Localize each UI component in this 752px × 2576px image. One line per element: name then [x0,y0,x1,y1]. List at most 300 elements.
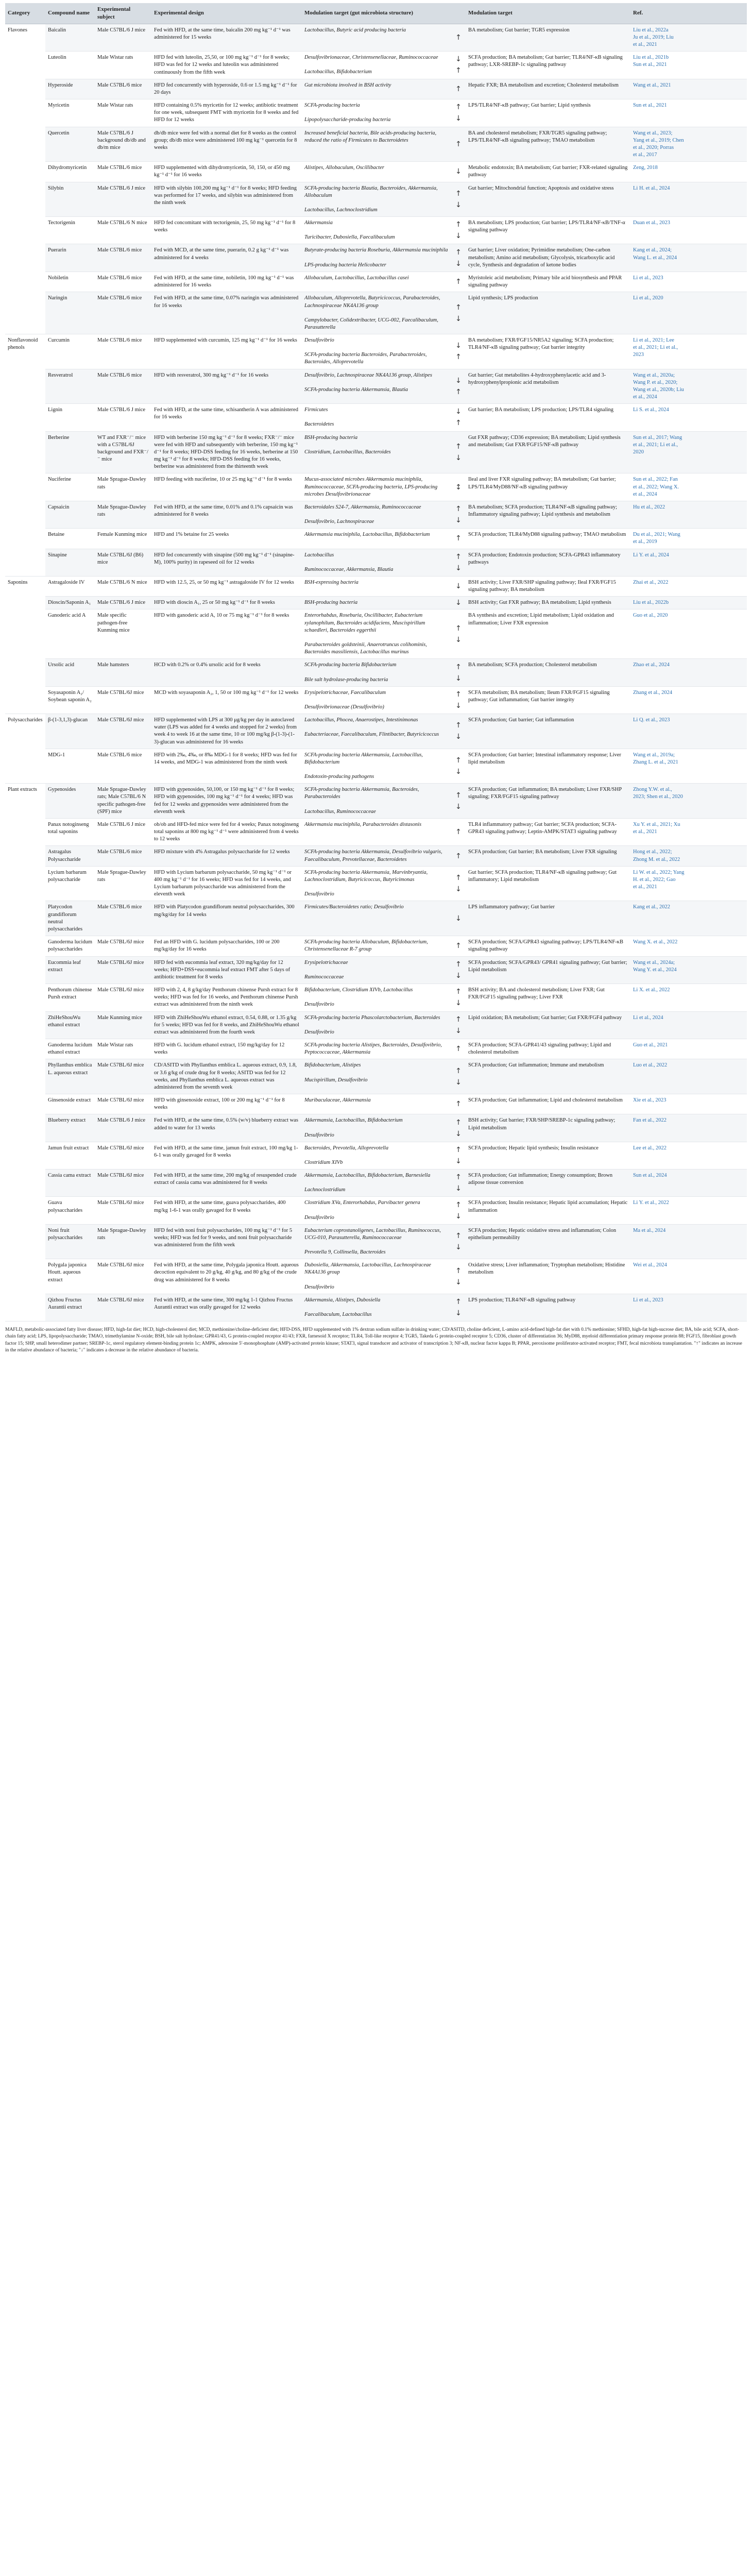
experimental-subject-cell: WT and FXR⁻/⁻ mice with a C57BL/6J background and FXR⁻/⁻ mice [95,431,151,473]
abundance-arrow-icon: ↑ [455,103,462,112]
abundance-arrow-cell [451,1197,466,1224]
abundance-arrow-cell [451,936,466,956]
experimental-subject-cell: Male Sprague-Dawley rats [95,866,151,901]
reference-cell [630,334,747,369]
abundance-arrow-icon: ↑ [455,140,462,148]
reference-link[interactable]: Du et al., 2021; Wang [633,532,680,538]
reference-link[interactable]: Li Y. et al., 2024 [633,552,669,558]
reference-link[interactable]: Wang Y. et al., 2024 [633,967,677,973]
experimental-subject-cell: Male C57BL/6 J mice [95,24,151,52]
reference-link[interactable]: Luo et al., 2022 [633,1062,668,1069]
experimental-subject-cell: Male C57BL/6 J mice [95,1114,151,1142]
abundance-arrow-icon: ↑ [455,663,462,671]
header-arrow [451,3,466,24]
reference-cell [630,217,747,244]
modulation-target-cell: BSH activity; BA and cholesterol metabolism; Liver FXR; Gut FXR/FGF15 signaling pathway; Liver FXR [466,984,630,1012]
abundance-arrow-icon: ↓ [455,342,462,350]
modulation-target-cell: Ileal and liver FXR signaling pathway; BA metabolism; Gut barrier; LPS/TLR4/MyD88/NF-κB signaling pathway [466,473,630,501]
reference-cell [630,79,747,99]
microbiota-target-text: Faecalibaculum, Lactobacillus [304,1312,372,1317]
modulation-target-cell: BA metabolism; SCFA production; Cholesterol metabolism [466,659,630,686]
reference-link[interactable]: Wang X. et al., 2022 [633,939,678,945]
microbiota-target-text: Gut microbiota involved in BSH activity [304,82,391,88]
compound-name-cell: Blueberry extract [45,1114,95,1142]
microbiota-target-text: SCFA-producing bacteria Alistipes, Bacteroides, Desulfovibrio, Peptococcaceae, Akkermansia [304,1042,442,1056]
microbiota-target-text: Eubacteriaceae, Faecalibaculum, Flintibacter, Butyricicoccus [304,732,439,738]
compound-name-cell: Dioscin/Saponin A₁ [45,597,95,609]
category-cell: Polysaccharides [5,714,45,784]
abundance-arrow-icon: ↑ [455,1066,462,1075]
compound-name-cell: Sinapine [45,549,95,576]
experimental-subject-cell: Male Wistar rats [95,1039,151,1059]
reference-link[interactable]: Li S. et al., 2024 [633,407,669,413]
gut-microbiota-target-cell [302,1094,451,1114]
reference-link[interactable]: Zhao et al., 2024 [633,662,670,668]
abundance-arrow-icon: ↑ [455,189,462,198]
reference-link[interactable]: Xie et al., 2023 [633,1097,666,1104]
modulation-target-cell: SCFA production; Hepatic lipid synthesis; Insulin resistance [466,1142,630,1169]
reference-link[interactable]: et al., 2019 [633,539,657,545]
experimental-design-cell: HFD with 2‰, 4‰, or 8‰ MDG-1 for 8 weeks; HFD was fed for 14 weeks, and MDG-1 was administered from the ninth week [151,749,302,784]
compound-name-cell: Ganoderic acid A [45,609,95,659]
reference-link[interactable]: et al., 2021 [633,42,657,48]
microbiota-target-text: Allobaculum, Lactobacillus, Lactobacillus casei [304,275,409,281]
experimental-design-cell: Fed with HFD, at the same time, 0.01% and 0.1% capsaicin was administered for 8 weeks [151,501,302,528]
reference-link[interactable]: et al., 2021 [633,829,657,835]
experimental-subject-cell: Male C57BL/6 N mice [95,217,151,244]
abundance-arrow-cell [451,501,466,528]
abundance-arrow-icon: ↑ [455,942,462,951]
abundance-arrow-cell [451,901,466,936]
reference-cell [630,597,747,609]
header-ref: Ref. [630,3,747,24]
microbiota-target-text: Akkermansia muciniphila, Parabacteroides distasonis [304,821,422,827]
modulation-target-cell: Gut barrier; Liver oxidation; Pyrimidine metabolism; One-carbon metabolism; Amino acid metabolism; Glycolysis, tricarboxylic acid cycle, Synthesis and degradation of ketone bodies [466,244,630,272]
modulation-target-cell: BSH activity; Liver FXR/SHP signaling pathway; Ileal FXR/FGF15 signaling pathway; BA metabolism [466,576,630,596]
gut-microbiota-target-cell [302,182,451,217]
modulation-target-cell: SCFA production; Endotoxin production; SCFA-GPR43 inflammatory pathways [466,549,630,576]
reference-link[interactable]: 2023; Shen et al., 2020 [633,794,683,800]
reference-link[interactable]: Kang et al., 2024; [633,247,672,253]
gut-microbiota-target-cell [302,1011,451,1039]
abundance-arrow-cell [451,956,466,984]
reference-link[interactable]: Wang et al., 2023; [633,130,673,136]
experimental-design-cell: Fed an HFD with G. lucidum polysaccharides, 100 or 200 mg/kg/day for 16 weeks [151,936,302,956]
microbiota-target-text: Akkermansia, Lactobacillus, Bifidobacterium, Barnesiella [304,1173,431,1179]
abundance-arrow-cell [451,244,466,272]
abundance-arrow-cell [451,1059,466,1094]
reference-cell [630,244,747,272]
abundance-arrow-icon: ↓ [455,114,462,123]
reference-link[interactable]: Zhong M. et al., 2022 [633,856,680,862]
reference-link[interactable]: Lee et al., 2022 [633,1145,667,1151]
microbiota-target-text: Akkermansia muciniphila, Lactobacillus, Bifidobacterium [304,532,430,538]
experimental-design-cell: HFD fed with luteolin, 25,50, or 100 mg kg⁻¹ d⁻¹ for 8 weeks; HFD was fed for 12 weeks and luteolin was administered continuously from the fifth week [151,52,302,79]
abundance-arrow-icon: ↑ [455,1100,462,1109]
experimental-subject-cell: Male C57BL/6 J mice [95,404,151,431]
reference-cell [630,576,747,596]
experimental-subject-cell: Female Kunming mice [95,529,151,549]
reference-link[interactable]: Zeng, 2018 [633,165,658,171]
reference-link[interactable]: Zhai et al., 2022 [633,579,669,585]
experimental-subject-cell: Male C57BL/6J mice [95,1294,151,1321]
reference-cell [630,99,747,127]
gut-microbiota-target-cell [302,334,451,369]
modulation-target-cell: Lipid synthesis; LPS production [466,292,630,334]
experimental-subject-cell: Male C57BL/6 mice [95,846,151,866]
abundance-arrow-icon: ↓ [455,453,462,462]
modulation-target-cell: SCFA production; Gut barrier; Intestinal inflammatory response; Liver lipid metabolism [466,749,630,784]
experimental-subject-cell: Male C57BL/6 J background db/db and db/m mice [95,127,151,162]
gut-microbiota-target-cell [302,686,451,714]
reference-cell [630,529,747,549]
microbiota-target-text: Desulfovibrio [304,1002,334,1008]
modulation-target-cell: SCFA production; Gut barrier; Gut inflammation [466,714,630,749]
reference-link[interactable]: Li et al., 2020 [633,295,663,301]
reference-link[interactable]: et al., 2022; Wang X. [633,484,679,490]
reference-link[interactable]: et al., 2021; Li et al., [633,442,678,448]
experimental-subject-cell: Male C57BL/6J mice [95,1259,151,1294]
compound-name-cell: Astragalus Polysaccharide [45,846,95,866]
reference-link[interactable]: et al., 2024 [633,394,657,400]
gut-microbiota-target-cell [302,292,451,334]
experimental-subject-cell: Male Sprague-Dawley rats [95,473,151,501]
experimental-design-cell: HFD fed with eucommia leaf extract, 320 mg/kg/day for 12 weeks; HFD+DSS+eucommia leaf extract FMT after 5 days of antibiotic treatment for 8 weeks [151,956,302,984]
reference-link[interactable]: Guo et al., 2021 [633,1042,668,1048]
reference-link[interactable]: Ju et al., 2019; Liu [633,34,674,40]
abundance-arrow-icon: ↓ [455,376,462,385]
abundance-arrow-icon: ↓ [455,701,462,710]
reference-link[interactable]: Liu et al., 2022a [633,27,669,33]
gut-microbiota-target-cell [302,714,451,749]
microbiota-target-text: Firmicutes [304,407,328,413]
microbiota-target-text: Turicibacter, Dubosiella, Faecalibaculum [304,234,395,241]
experimental-subject-cell: Male C57BL/6J mice [95,686,151,714]
reference-link[interactable]: Wang P. et al., 2020; [633,379,678,385]
gut-microbiota-target-cell [302,1294,451,1321]
microbiota-target-text: Lactobacillus, Bifidobacterium [304,69,372,75]
reference-link[interactable]: Duan et al., 2023 [633,220,671,226]
header-compound: Compound name [45,3,95,24]
reference-link[interactable]: 2023 [633,352,644,358]
reference-link[interactable]: Li Q. et al., 2023 [633,717,670,723]
abundance-arrow-icon: ↓ [455,1278,462,1286]
header-target-modulation: Modulation target [466,3,630,24]
reference-link[interactable]: Li H. et al., 2024 [633,185,670,191]
microbiota-target-text: Lactobacillus [304,552,334,558]
abundance-arrow-icon: ↓ [455,599,462,607]
experimental-subject-cell: Male specific pathogen-free Kunming mice [95,609,151,659]
reference-cell [630,784,747,819]
abundance-arrow-icon: ↑ [455,791,462,800]
reference-link[interactable]: Sun et al., 2024 [633,1173,667,1179]
abundance-arrow-cell [451,79,466,99]
compound-name-cell: Berberine [45,431,95,473]
experimental-subject-cell: Male C57BL/6 mice [95,901,151,936]
reference-link[interactable]: Sun et al., 2021 [633,62,667,68]
reference-link[interactable]: Hong et al., 2022; [633,849,672,855]
reference-link[interactable]: et al., 2024 [633,491,657,497]
modulation-target-cell: SCFA production; Gut inflammation; Immune and metabolism [466,1059,630,1094]
reference-link[interactable]: Li et al., 2023 [633,1297,663,1303]
abundance-arrow-icon: ↓ [455,55,462,64]
reference-link[interactable]: Zhong Y.W. et al., [633,787,672,793]
gut-microbiota-target-cell [302,272,451,292]
header-design: Experimental design [151,3,302,24]
compound-name-cell: MDG-1 [45,749,95,784]
reference-link[interactable]: Wang et al., 2019a; [633,752,675,758]
reference-link[interactable]: Sun et al., 2017; Wang [633,434,682,440]
microbiota-target-text: Lactobacillus, Lachnoclostridium [304,207,378,213]
table-row [5,1142,747,1169]
microbiota-target-text: Desulfovibrio [304,1132,334,1138]
microbiota-target-text: SCFA-producing bacteria Akkermansia, Bacteroides, Parabacteroides [304,787,419,800]
data-table [5,3,747,1321]
reference-cell [630,866,747,901]
reference-cell [630,431,747,473]
reference-cell [630,1259,747,1294]
experimental-subject-cell: Male C57BL/6 J mice [95,597,151,609]
abundance-arrow-cell [451,1114,466,1142]
reference-cell [630,609,747,659]
modulation-target-cell: BSH activity; Gut barrier; FXR/SHP/SREBP-1c signaling pathway; Lipid metabolism [466,1114,630,1142]
abundance-arrow-cell [451,24,466,52]
reference-link[interactable]: Xu Y. et al., 2021; Xu [633,821,680,827]
modulation-target-cell: BA metabolism; LPS production; Gut barrier; LPS/TLR4/NF-κB/TNF-α signaling pathway [466,217,630,244]
reference-link[interactable]: Liu et al., 2022b [633,600,669,606]
modulation-target-cell: BA metabolism; FXR/FGF15/NR5A2 signaling; SCFA production; TLR4/NF-κB signaling pathway; Gut barrier integrity [466,334,630,369]
experimental-subject-cell: Male C57BL/6J mice [95,1197,151,1224]
modulation-target-cell: Gut barrier; Gut metabolites 4-hydroxyphenylacetic acid and 3-hydroxyphenylpropionic acid metabolism [466,369,630,404]
reference-cell [630,162,747,182]
abundance-arrow-cell [451,404,466,431]
microbiota-target-text: Ruminococcaceae [304,974,344,980]
compound-name-cell: Eucommia leaf extract [45,956,95,984]
reference-link[interactable]: Sun et al., 2021 [633,103,667,109]
gut-microbiota-target-cell [302,549,451,576]
reference-link[interactable]: Liu et al., 2021b [633,55,669,61]
reference-link[interactable]: Hu et al., 2022 [633,504,665,510]
gut-microbiota-target-cell [302,984,451,1012]
experimental-subject-cell: Male C57BL/6 mice [95,244,151,272]
abundance-arrow-cell [451,292,466,334]
table-row [5,501,747,528]
compound-name-cell: Nobiletin [45,272,95,292]
modulation-target-cell: BA and cholesterol metabolism; FXR/TGR5 signaling pathway; LPS/TLR4/NF-κB signaling pathway; TMAO metabolism [466,127,630,162]
modulation-target-cell: SCFA production; Insulin resistance; Hepatic lipid accumulation; Hepatic inflammation [466,1197,630,1224]
reference-cell [630,501,747,528]
microbiota-target-text: BSH-producing bacteria [304,600,358,606]
table-container [5,0,747,1321]
abundance-arrow-icon: ↓ [455,885,462,894]
experimental-subject-cell: Male C57BL/6 mice [95,272,151,292]
abundance-arrow-cell [451,659,466,686]
experimental-subject-cell: Male Kunming mice [95,1011,151,1039]
microbiota-target-text: Bifidobacterium, Alistipes [304,1062,361,1069]
modulation-target-cell: BSH activity; Gut FXR pathway; BA metabolism; Lipid synthesis [466,597,630,609]
compound-name-cell: ZhiHeShouWu ethanol extract [45,1011,95,1039]
gut-microbiota-target-cell [302,99,451,127]
abundance-arrow-cell [451,1011,466,1039]
microbiota-target-text: Lachnoclostridium [304,1187,346,1193]
reference-cell [630,659,747,686]
table-row [5,901,747,936]
microbiota-target-text: Bacteroidales S24-7, Akkermansia, Ruminococcaceae [304,504,421,510]
modulation-target-cell: SCFA production; Hepatic oxidative stress and inflammation; Colon epithelium permeability [466,1224,630,1259]
abundance-arrow-cell [451,52,466,79]
experimental-design-cell: Fed with HFD, at the same time, 200 mg/kg of resuspended crude extract of cassia cama was administered for 8 weeks [151,1170,302,1197]
reference-link[interactable]: Zhang et al., 2024 [633,689,673,696]
compound-name-cell: Ursolic acid [45,659,95,686]
compound-name-cell: Astragaloside IV [45,576,95,596]
reference-cell [630,1094,747,1114]
abundance-arrow-cell [451,1094,466,1114]
table-row [5,866,747,901]
abundance-arrow-icon: ↑ [455,624,462,633]
gut-microbiota-target-cell [302,846,451,866]
microbiota-target-text: Parabacteroides goldsteinii, Anaerotruncus colihominis, Bacteroides massiliensis, Lactobacillus murinus [304,642,427,655]
abundance-arrow-icon: ↑ [455,1015,462,1024]
abundance-arrow-icon: ↑ [455,828,462,837]
microbiota-target-text: Desulfovibrio [304,337,334,344]
experimental-design-cell: HFD supplemented with LPS at 300 μg/kg per day in autoclaved water (LPS was added for 4 weeks and stopped for 2 weeks) from week 4 to week 16 at the same time, 10 or 100 mg/kg β-(1-3)-(1-3)-glucan was administered for 16 weeks [151,714,302,749]
abundance-arrow-icon: ↑ [455,1266,462,1275]
experimental-design-cell: HFD with dioscin A₁, 25 or 50 mg kg⁻¹ d⁻¹ for 8 weeks [151,597,302,609]
reference-link[interactable]: et al., 2020; Porras [633,144,674,150]
reference-cell [630,714,747,749]
table-row [5,1224,747,1259]
reference-link[interactable]: Li et al., 2021; Lee [633,337,674,344]
reference-link[interactable]: Wang L. et al., 2024 [633,255,677,261]
abundance-arrow-icon: ↓ [455,1078,462,1087]
abundance-arrow-icon: ↓ [455,733,462,741]
experimental-subject-cell: Male C57BL/6 J mice [95,182,151,217]
abundance-arrow-icon: ↑ [455,960,462,969]
reference-link[interactable]: Li W. et al., 2022; Yang [633,869,685,875]
compound-name-cell: Penthorum chinense Pursh extract [45,984,95,1012]
modulation-target-cell: Gut FXR pathway; CD36 expression; BA metabolism; Lipid synthesis and metabolism; Gut FXR/FGF15/NF-κB pathway [466,431,630,473]
abundance-arrow-icon: ↑ [455,66,462,75]
microbiota-target-text: Clostridium XVa, Enterorhabdus, Parvibacter genera [304,1200,420,1206]
reference-link[interactable]: Wang et al., 2024a; [633,959,675,965]
microbiota-target-text: Bifidobacterium, Clostridium XIVb, Lactobacillus [304,987,413,993]
gut-microbiota-target-cell [302,818,451,846]
gut-microbiota-target-cell [302,529,451,549]
reference-link[interactable]: Sun et al., 2022; Fan [633,477,678,483]
reference-link[interactable]: Li et al., 2023 [633,275,663,281]
reference-link[interactable]: Guo et al., 2020 [633,613,668,619]
modulation-target-cell: SCFA production; Gut inflammation; Energy consumption; Brown adipose tissue conversion [466,1170,630,1197]
reference-link[interactable]: Zhang L. et al., 2021 [633,759,678,765]
microbiota-target-text: SCFA-producing bacteria Blautia, Bacteroides, Akkermansia, Allobaculum [304,185,438,198]
microbiota-target-text: Bacteroidetes [304,421,334,428]
microbiota-target-text: SCFA-producing bacteria Akkermansia, Desulfovibrio vulgaris, Faecalibaculum, Prevotellaceae, Bacteroidetes [304,849,442,862]
abundance-arrow-cell [451,866,466,901]
experimental-subject-cell: Male C57BL/6J mice [95,984,151,1012]
modulation-target-cell: LPS production; TLR4/NF-κB signaling pathway [466,1294,630,1321]
modulation-target-cell: BA metabolism; SCFA production; TLR4/NF-κB signaling pathway; Inflammatory signaling pathway; Lipid synthesis and metabolism [466,501,630,528]
abundance-arrow-cell [451,686,466,714]
microbiota-target-text: Alistipes, Allobaculum, Oscillibacter [304,165,384,171]
experimental-design-cell: HFD and 1% betaine for 25 weeks [151,529,302,549]
microbiota-target-text: Bile salt hydrolase-producing bacteria [304,676,388,683]
modulation-target-cell: SCFA production; BA metabolism; Gut barrier; TLR4/NF-κB signaling pathway; LXR-SREBP-1c signaling pathway [466,52,630,79]
experimental-subject-cell: Male C57BL/6J (B6) mice [95,549,151,576]
abundance-arrow-icon: ↑ [455,721,462,730]
abundance-arrow-cell [451,818,466,846]
reference-link[interactable]: Wang et al., 2021 [633,82,671,88]
gut-microbiota-target-cell [302,749,451,784]
reference-link[interactable]: Kang et al., 2022 [633,904,671,910]
compound-name-cell: Cassia cama extract [45,1170,95,1197]
reference-link[interactable]: H. et al., 2022; Gao [633,876,676,883]
reference-link[interactable]: Wang et al., 2020b; Liu [633,386,684,393]
reference-link[interactable]: Wei et al., 2024 [633,1262,667,1268]
reference-link[interactable]: et al., 2021 [633,884,657,890]
category-cell: Flavones [5,24,45,334]
reference-link[interactable]: Li X. et al., 2022 [633,987,670,993]
gut-microbiota-target-cell [302,1259,451,1294]
reference-link[interactable]: et al., 2017 [633,152,657,158]
header-target-structure: Modulation target (gut microbiota structure) [302,3,451,24]
experimental-design-cell: HFD with resveratrol, 300 mg kg⁻¹ d⁻¹ for 16 weeks [151,369,302,404]
microbiota-target-text: Allobaculum, Alloprevotella, Butyricicoccus, Parabacteroides, Lachnospiraceae NK4A136 group [304,295,440,309]
gut-microbiota-target-cell [302,1197,451,1224]
compound-name-cell: Gypenosides [45,784,95,819]
reference-link[interactable]: Fan et al., 2022 [633,1117,667,1124]
microbiota-target-text: Akkermansia [304,220,333,226]
abundance-arrow-icon: ↓ [455,232,462,241]
gut-microbiota-target-cell [302,576,451,596]
modulation-target-cell: SCFA production; Gut barrier; BA metabolism; Liver FXR signaling [466,846,630,866]
gut-microbiota-target-cell [302,369,451,404]
microbiota-target-text: Akkermansia, Alistipes, Dubosiella [304,1297,381,1303]
experimental-subject-cell: Male C57BL/6 mice [95,369,151,404]
experimental-design-cell: HFD with ZhiHeShouWu ethanol extract, 0.54, 0.88, or 1.35 g/kg for 5 weeks; HFD was fed for 8 weeks, and ZhiHeShouWu ethanol extract was administered from the fourth week [151,1011,302,1039]
microbiota-target-text: SCFA-producing bacteria Akkermansia, Blautia [304,386,408,393]
gut-microbiota-target-cell [302,1224,451,1259]
reference-cell [630,901,747,936]
abundance-arrow-cell [451,984,466,1012]
reference-cell [630,1039,747,1059]
reference-link[interactable]: Wang et al., 2020a; [633,372,675,378]
table-row [5,24,747,52]
reference-cell [630,1142,747,1169]
abundance-arrow-icon: ↓ [455,167,462,176]
reference-link[interactable]: et al., 2021; Li et al., [633,345,678,351]
gut-microbiota-target-cell [302,901,451,936]
abundance-arrow-icon: ↑ [455,1045,462,1054]
reference-link[interactable]: 2020 [633,449,644,455]
reference-link[interactable]: Li Y. et al., 2022 [633,1200,669,1206]
modulation-target-cell: Lipid oxidation; BA metabolism; Gut barrier; Gut FXR/FGF4 pathway [466,1011,630,1039]
modulation-target-cell: Gut barrier; BA metabolism; LPS production; LPS/TLR4 signaling [466,404,630,431]
abundance-arrow-icon: ↓ [455,1243,462,1252]
compound-name-cell: Curcumin [45,334,95,369]
gut-microbiota-target-cell [302,659,451,686]
reference-link[interactable]: Yang et al., 2019; Chen [633,137,684,143]
reference-link[interactable]: Li et al., 2024 [633,1014,663,1021]
compound-name-cell: Naringin [45,292,95,334]
microbiota-target-text: Desulfovibrio [304,1284,334,1290]
microbiota-target-text: Desulfovibrionaceae, Christensenellaceae, Ruminococcaceae [304,55,438,61]
abundance-arrow-cell [451,431,466,473]
reference-link[interactable]: Ma et al., 2024 [633,1227,666,1233]
microbiota-target-text: Desulfovibrio [304,1214,334,1221]
modulation-target-cell: SCFA production; TLR4/MyD88 signaling pathway; TMAO metabolism [466,529,630,549]
experimental-subject-cell: Male Wistar rats [95,99,151,127]
gut-microbiota-target-cell [302,24,451,52]
